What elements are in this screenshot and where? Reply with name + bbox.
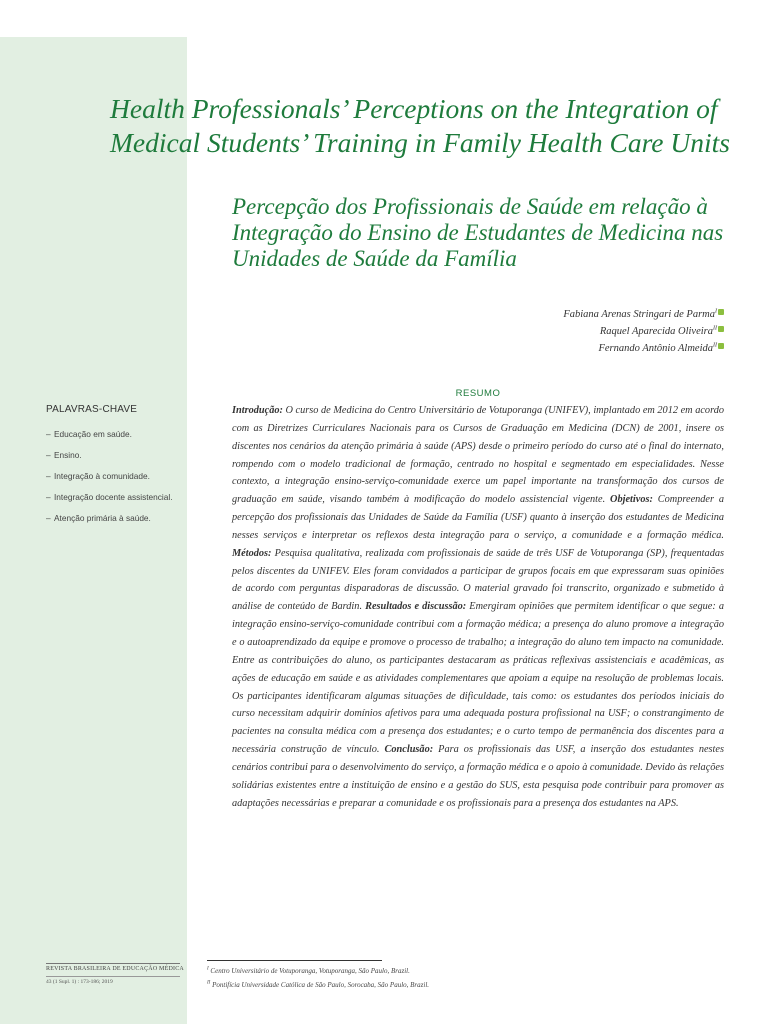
- orcid-icon[interactable]: [718, 309, 724, 315]
- footnotes: [207, 964, 429, 992]
- keywords-list: [46, 428, 178, 533]
- author-affiliation: II: [713, 342, 717, 349]
- keyword-item: – Atenção primária à saúde.: [46, 512, 178, 524]
- conclusion-text: Para os profissionais das USF, a inserção dos estudantes nestes cenários contribui para o desenvolvimento do serviço, a formação médica e o apoio à comunidade. Devido às relações solidárias existentes entre a instituição de ensino e a gestão do SUS, esta pesquisa pode contribuir para promover as adaptações necessárias e preparar a comunidade e os profissionais para a presença dos estudantes na APS.: [232, 744, 724, 809]
- journal-name: REVISTA BRASILEIRA DE EDUCAÇÃO MÉDICA: [46, 966, 184, 972]
- keyword-item: – Ensino.: [46, 449, 178, 461]
- keyword-item: – Integração à comunidade.: [46, 470, 178, 482]
- author-affiliation: II: [713, 325, 717, 332]
- conclusion-label: Conclusão:: [384, 744, 434, 756]
- objectives-text: Compreender a percepção dos profissionais das Unidades de Saúde da Família (USF) quanto à inserção dos estudantes de Medicina nesses serviços e interpretar os reflexos desta integração para o serviço, a comunidade e a formação médica.: [232, 494, 724, 541]
- methods-label: Métodos:: [232, 547, 272, 559]
- keywords-heading: PALAVRAS-CHAVE: [46, 404, 138, 415]
- footnote-text: Centro Universitário de Votuporanga, Votuporanga, São Paulo, Brazil.: [208, 967, 410, 975]
- footnote-rule: [207, 960, 382, 961]
- author-name: Fernando Antônio Almeida: [598, 343, 713, 354]
- author-affiliation: I: [715, 308, 717, 315]
- title-english: Health Professionals’ Perceptions on the Integration of Medical Students’ Training in Family Health Care Units: [110, 93, 730, 158]
- title-portuguese: Percepção dos Profissionais de Saúde em relação à Integração do Ensino de Estudantes de Medicina nas Unidades de Saúde da Família: [232, 194, 724, 271]
- journal-separator: [46, 976, 180, 977]
- results-label: Resultados e discussão:: [365, 601, 467, 613]
- abstract-body: [232, 402, 724, 812]
- footnote: [207, 964, 429, 978]
- methods-text: Pesquisa qualitativa, realizada com profissionais de saúde de três USF de Votuporanga (SP), frequentadas pelos discentes da UNIFEV. Eles foram convidados a participar de grupos focais em que expressaram suas opiniões de acordo com perguntas disparadoras de discussão. O material gravado foi transcrito, organizado e submetido à análise de conteúdo de Bardin.: [232, 547, 724, 613]
- author-name: Fabiana Arenas Stringari de Parma: [563, 309, 715, 320]
- author: [563, 340, 724, 357]
- keyword-item: – Educação em saúde.: [46, 428, 178, 440]
- journal-issue: 43 (1 Supl. 1) : 173-186; 2019: [46, 979, 113, 985]
- abstract-heading: RESUMO: [455, 388, 501, 399]
- journal-rule: [46, 963, 180, 964]
- author-name: Raquel Aparecida Oliveira: [599, 326, 713, 337]
- footnote-text: Pontifícia Universidade Católica de São Paulo, Sorocaba, São Paulo, Brazil.: [210, 981, 430, 989]
- orcid-icon[interactable]: [718, 326, 724, 332]
- objectives-label: Objetivos:: [610, 494, 653, 506]
- author: [563, 323, 724, 340]
- orcid-icon[interactable]: [718, 343, 724, 349]
- footnote-mark: II: [207, 980, 211, 986]
- intro-text: O curso de Medicina do Centro Universitário de Votuporanga (UNIFEV), implantado em 2012 em acordo com as Diretrizes Curriculares Nacionais para os Cursos de Graduação em Medicina (DCN) de 2001, insere os discentes nos cenários da atenção primária à saúde (APS) desde o primeiro período do curso até o final do internato, rompendo com o modelo tradicional de formação, centrado no hospital e segmentado em especialidades. Nesse contexto, a integração ensino-serviço-comunidade exerce um papel importante na transformação dos cursos de graduação em saúde, visando também à modificação do modelo assistencial vigente.: [232, 405, 724, 506]
- author-list: [563, 306, 724, 357]
- author: [563, 306, 724, 323]
- intro-label: Introdução:: [232, 405, 283, 416]
- footnote: [207, 978, 429, 992]
- results-text: Emergiram opiniões que permitem identificar o que segue: a integração ensino-serviço-comunidade contribui com a formação médica; a presença do aluno promove a integração e o autoaprendizado da equipe e promove o processo de trabalho; a integração do aluno tem impacto na comunidade. Entre as contribuições do aluno, os participantes destacaram as práticas reflexivas assistenciais e acadêmicas, as ações de educação em saúde e as atividades complementares que apoiam a equipe na resolução de problemas locais. Os participantes identificaram algumas situações de dificuldade, tais como: os estudantes dos períodos iniciais do curso necessitam adquirir domínios afetivos para uma adequada postura profissional na USF; o constrangimento de pacientes na consulta médica com a presença dos estudantes; e o curto tempo de permanência dos discentes para a necessária construção de vínculo.: [232, 601, 724, 756]
- footnote-mark: I: [207, 966, 209, 972]
- keyword-item: – Integração docente assistencial.: [46, 491, 178, 503]
